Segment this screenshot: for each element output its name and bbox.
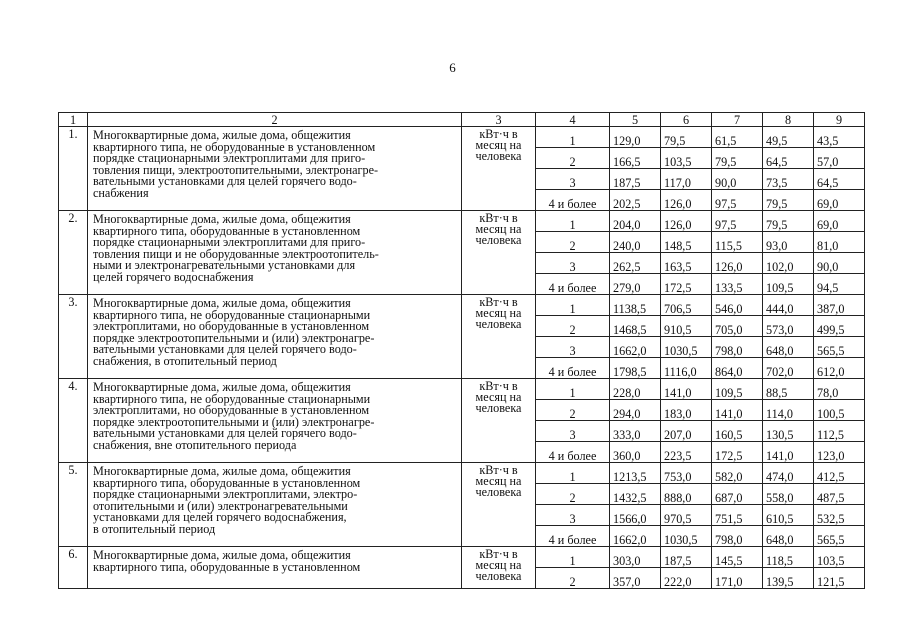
column-header: 3 [462,113,536,127]
residents-count: 4 и более [536,190,610,211]
norm-value: 61,5 [712,127,763,148]
norm-value: 910,5 [661,316,712,337]
unit-line: человека [475,149,522,163]
residents-count: 3 [536,169,610,190]
norm-value: 100,5 [814,400,865,421]
residents-count: 1 [536,547,610,568]
norm-value: 49,5 [763,127,814,148]
norm-value: 139,5 [763,568,814,589]
table-row [59,463,865,484]
norm-value: 103,5 [661,148,712,169]
description-line: квартирного типа, оборудованные в установленном [93,559,361,574]
norm-value: 148,5 [661,232,712,253]
norm-value: 133,5 [712,274,763,295]
residents-count: 3 [536,253,610,274]
norm-value: 474,0 [763,463,814,484]
residents-count: 2 [536,232,610,253]
description-line: электроплитами, но оборудованные в установленном [93,319,370,333]
row-number: 1. [59,127,88,211]
description-line: порядке стационарными электроплитами, электро- [93,487,358,501]
residents-count: 4 и более [536,442,610,463]
norm-value: 43,5 [814,127,865,148]
norm-value: 1566,0 [610,505,661,526]
norm-value: 166,5 [610,148,661,169]
residents-count: 2 [536,148,610,169]
row-number: 4. [59,379,88,463]
residents-count: 1 [536,211,610,232]
unit-line: человека [475,317,522,331]
description-line: Многоквартирные дома, жилые дома, общежития [93,128,351,142]
norm-value: 360,0 [610,442,661,463]
norm-value: 172,5 [712,442,763,463]
norm-value: 702,0 [763,358,814,379]
residents-count: 4 и более [536,274,610,295]
norm-value: 187,5 [610,169,661,190]
table-row [59,295,865,316]
norm-value: 69,0 [814,211,865,232]
norm-value: 532,5 [814,505,865,526]
column-header: 2 [88,113,462,127]
norm-value: 126,0 [712,253,763,274]
unit-line: человека [475,233,522,247]
table-row [59,379,865,400]
residents-count: 2 [536,316,610,337]
norm-value: 183,0 [661,400,712,421]
row-unit [462,127,536,211]
norm-value: 79,5 [661,127,712,148]
description-line: отопительными и (или) электронагревательными [93,498,348,513]
norm-value: 112,5 [814,421,865,442]
residents-count: 1 [536,379,610,400]
norm-value: 115,5 [712,232,763,253]
table-row [59,211,865,232]
norm-value: 90,0 [712,169,763,190]
description-line: квартирного типа, оборудованные в установленном [93,475,361,490]
description-line: порядке электроотопительными и (или) электронагре- [93,414,375,429]
norm-value: 1030,5 [661,526,712,547]
description-line: вательными установками для целей горячего водо- [93,174,357,188]
norm-value: 798,0 [712,337,763,358]
description-line: снабжения [93,185,149,200]
norm-value: 333,0 [610,421,661,442]
unit-line: месяц на [475,390,522,404]
description-line: установками для целей горячего водоснабжения, [93,510,347,524]
column-header: 5 [610,113,661,127]
norm-value: 121,5 [814,568,865,589]
norm-value: 1213,5 [610,463,661,484]
norm-value: 141,0 [763,442,814,463]
unit-line: кВт·ч в [479,211,518,225]
norm-value: 582,0 [712,463,763,484]
norm-value: 126,0 [661,190,712,211]
norm-value: 117,0 [661,169,712,190]
description-line: снабжения, в отопительный период [93,353,277,368]
norm-value: 228,0 [610,379,661,400]
column-header: 6 [661,113,712,127]
header-row [59,113,865,127]
description-line: порядке электроотопительными и (или) электронагре- [93,330,375,345]
norm-value: 1662,0 [610,526,661,547]
norm-value: 97,5 [712,211,763,232]
column-header: 1 [59,113,88,127]
norm-value: 565,5 [814,526,865,547]
unit-line: человека [475,401,522,415]
description-line: Многоквартирные дома, жилые дома, общежития [93,296,351,310]
norm-value: 93,0 [763,232,814,253]
norm-value: 706,5 [661,295,712,316]
description-line: Многоквартирные дома, жилые дома, общежития [93,380,351,394]
residents-count: 3 [536,505,610,526]
norm-value: 753,0 [661,463,712,484]
unit-line: кВт·ч в [479,547,518,561]
norm-value: 573,0 [763,316,814,337]
norm-value: 130,5 [763,421,814,442]
unit-line: человека [475,485,522,499]
unit-line: месяц на [475,474,522,488]
column-header: 8 [763,113,814,127]
norm-value: 129,0 [610,127,661,148]
consumption-norms-table [58,112,865,589]
norm-value: 207,0 [661,421,712,442]
norm-value: 262,5 [610,253,661,274]
norm-value: 558,0 [763,484,814,505]
norm-value: 222,0 [661,568,712,589]
norm-value: 303,0 [610,547,661,568]
unit-line: человека [475,569,522,583]
description-line: Многоквартирные дома, жилые дома, общежития [93,548,351,562]
norm-value: 705,0 [712,316,763,337]
row-number: 2. [59,211,88,295]
norm-value: 499,5 [814,316,865,337]
norm-value: 1798,5 [610,358,661,379]
description-line: в отопительный период [93,521,216,536]
row-unit [462,547,536,589]
norm-value: 1138,5 [610,295,661,316]
norm-value: 546,0 [712,295,763,316]
norm-value: 412,5 [814,463,865,484]
norm-value: 1468,5 [610,316,661,337]
residents-count: 2 [536,484,610,505]
norm-value: 487,5 [814,484,865,505]
norm-value: 610,5 [763,505,814,526]
row-number: 5. [59,463,88,547]
norm-value: 145,5 [712,547,763,568]
norm-value: 64,5 [814,169,865,190]
norm-value: 648,0 [763,526,814,547]
row-unit [462,463,536,547]
norm-value: 687,0 [712,484,763,505]
row-description [88,547,462,589]
norm-value: 970,5 [661,505,712,526]
norm-value: 123,0 [814,442,865,463]
residents-count: 1 [536,295,610,316]
norm-value: 102,0 [763,253,814,274]
description-line: ными и электронагревательными установками для [93,258,356,272]
norm-value: 141,0 [661,379,712,400]
norm-value: 1662,0 [610,337,661,358]
row-number: 6. [59,547,88,589]
norm-value: 126,0 [661,211,712,232]
description-line: Многоквартирные дома, жилые дома, общежития [93,212,351,226]
table-row [59,127,865,148]
row-description [88,127,462,211]
row-unit [462,379,536,463]
norm-value: 78,0 [814,379,865,400]
norm-value: 114,0 [763,400,814,421]
unit-line: кВт·ч в [479,463,518,477]
norm-value: 864,0 [712,358,763,379]
norm-value: 73,5 [763,169,814,190]
norm-value: 97,5 [712,190,763,211]
unit-line: кВт·ч в [479,295,518,309]
norm-value: 79,5 [763,211,814,232]
description-line: квартирного типа, не оборудованные стационарными [93,391,371,406]
unit-line: месяц на [475,138,522,152]
norm-value: 163,5 [661,253,712,274]
description-line: квартирного типа, не оборудованные стационарными [93,307,371,322]
norm-value: 109,5 [712,379,763,400]
unit-line: месяц на [475,222,522,236]
norm-value: 1432,5 [610,484,661,505]
unit-line: месяц на [475,558,522,572]
norm-value: 357,0 [610,568,661,589]
residents-count: 2 [536,400,610,421]
page-number: 6 [449,60,456,75]
norm-value: 798,0 [712,526,763,547]
norm-value: 387,0 [814,295,865,316]
row-unit [462,295,536,379]
norm-value: 103,5 [814,547,865,568]
norm-value: 118,5 [763,547,814,568]
description-line: товления пищи и не оборудованные электроотопитель- [93,246,379,261]
norm-value: 141,0 [712,400,763,421]
residents-count: 2 [536,568,610,589]
row-description [88,463,462,547]
norm-value: 57,0 [814,148,865,169]
residents-count: 3 [536,421,610,442]
row-description [88,379,462,463]
row-unit [462,211,536,295]
norm-value: 1030,5 [661,337,712,358]
residents-count: 1 [536,127,610,148]
norm-value: 160,5 [712,421,763,442]
description-line: электроплитами, но оборудованные в установленном [93,403,370,417]
norm-value: 751,5 [712,505,763,526]
residents-count: 3 [536,337,610,358]
table-body [59,113,865,589]
norm-value: 444,0 [763,295,814,316]
description-line: порядке стационарными электроплитами для приго- [93,235,366,249]
column-header: 4 [536,113,610,127]
column-header: 9 [814,113,865,127]
description-line: товления пищи, электроотопительными, электронагре- [93,162,379,177]
norm-value: 204,0 [610,211,661,232]
norm-value: 79,5 [763,190,814,211]
column-header: 7 [712,113,763,127]
row-number: 3. [59,295,88,379]
norm-value: 612,0 [814,358,865,379]
norm-value: 648,0 [763,337,814,358]
norm-value: 279,0 [610,274,661,295]
description-line: вательными установками для целей горячего водо- [93,342,357,356]
norm-value: 172,5 [661,274,712,295]
description-line: Многоквартирные дома, жилые дома, общежития [93,464,351,478]
unit-line: кВт·ч в [479,379,518,393]
norm-value: 240,0 [610,232,661,253]
norm-value: 223,5 [661,442,712,463]
norm-value: 64,5 [763,148,814,169]
description-line: снабжения, вне отопительного периода [93,437,297,452]
description-line: порядке стационарными электроплитами для приго- [93,151,366,165]
description-line: вательными установками для целей горячего водо- [93,426,357,440]
norm-value: 109,5 [763,274,814,295]
norm-value: 1116,0 [661,358,712,379]
description-line: целей горячего водоснабжения [93,269,254,284]
norm-value: 565,5 [814,337,865,358]
norm-value: 69,0 [814,190,865,211]
row-description [88,295,462,379]
unit-line: месяц на [475,306,522,320]
table-row [59,547,865,568]
norm-value: 94,5 [814,274,865,295]
description-line: квартирного типа, не оборудованные в установленном [93,139,376,154]
residents-count: 4 и более [536,358,610,379]
norm-value: 171,0 [712,568,763,589]
norm-value: 88,5 [763,379,814,400]
norm-value: 81,0 [814,232,865,253]
norm-value: 187,5 [661,547,712,568]
norm-value: 79,5 [712,148,763,169]
norm-value: 294,0 [610,400,661,421]
description-line: квартирного типа, оборудованные в установленном [93,223,361,238]
residents-count: 1 [536,463,610,484]
norm-value: 888,0 [661,484,712,505]
residents-count: 4 и более [536,526,610,547]
norm-value: 90,0 [814,253,865,274]
norm-value: 202,5 [610,190,661,211]
row-description [88,211,462,295]
unit-line: кВт·ч в [479,127,518,141]
